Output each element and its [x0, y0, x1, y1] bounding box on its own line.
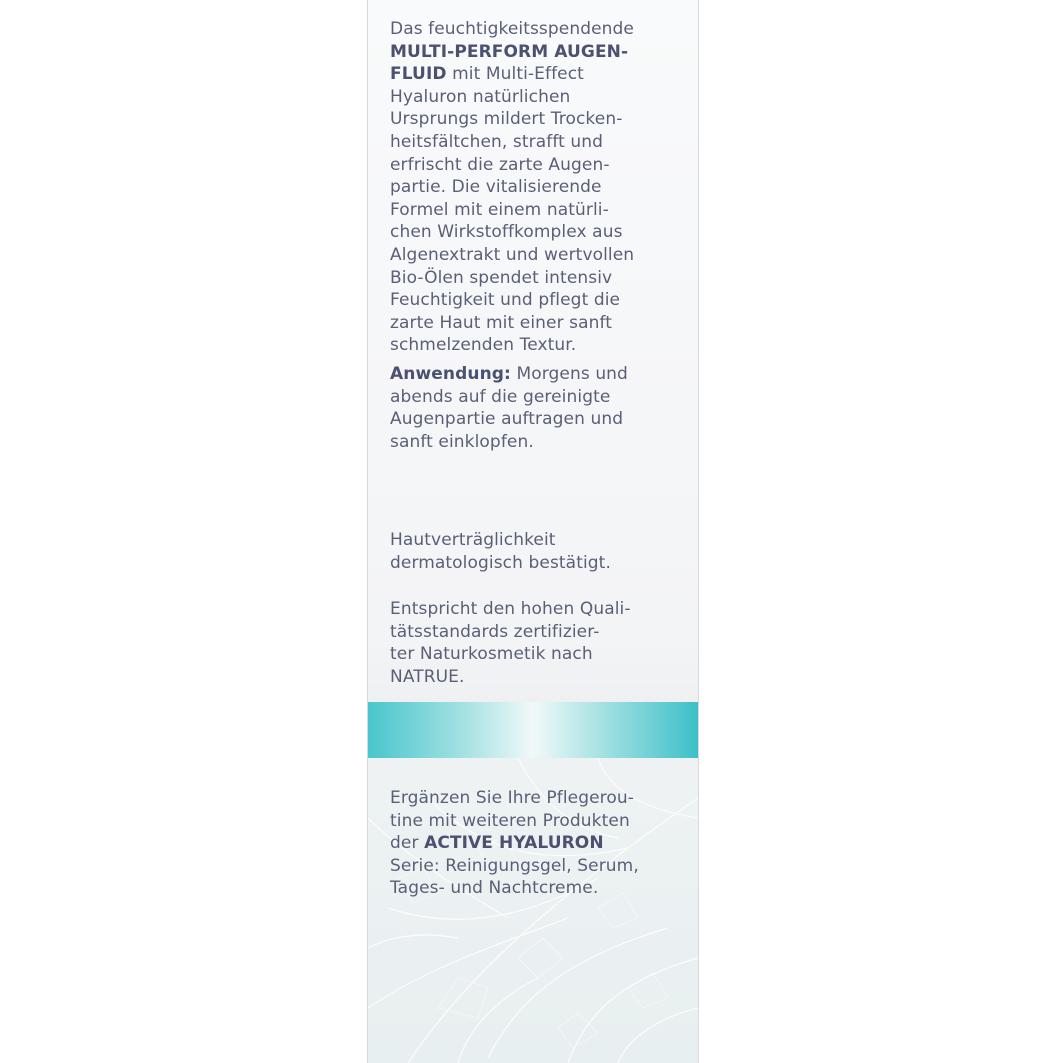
intro-lead: Das feuchtigkeitsspendende [390, 19, 634, 39]
natrue-note-text: Entspricht den hohen Quali- tätsstandards zertifizier- ter Naturkosmetik nach NATRUE. [390, 599, 631, 687]
product-name: MULTI-PERFORM AUGEN- FLUID [390, 41, 629, 85]
intro-body: mit Multi-Effect Hyaluron natürlichen Ursprungs mildert Trocken- heitsfältchen, strafft und erfrischt die zarte Augen- partie. Die vitalisierende Formel mit einem natürli- chen Wirkstoffkomplex aus Algenextrakt und wertvollen Bio-Ölen spendet intensiv Feuchtigkeit und pflegt die zarte Haut mit einer sanft schmelzenden Textur. [390, 64, 635, 356]
natrue-note [390, 598, 686, 688]
routine-pre: Ergänzen Sie Ihre Pflegerou- tine mit weiteren Produkten der [390, 788, 635, 854]
routine-paragraph [390, 787, 686, 900]
usage-text: Morgens und abends auf die gereinigte Augenpartie auftragen und sanft einklopfen. [390, 364, 628, 452]
accent-band [368, 702, 698, 758]
intro-paragraph [390, 18, 686, 357]
usage-label: Anwendung: [390, 364, 511, 384]
usage-paragraph [390, 363, 686, 453]
skin-note [390, 529, 686, 574]
package-side-panel [367, 0, 699, 1063]
skin-note-text: Hautverträglichkeit dermatologisch bestätigt. [390, 530, 611, 573]
routine-post: Serie: Reinigungsgel, Serum, Tages- und Nachtcreme. [390, 855, 639, 899]
series-name: ACTIVE HYALURON [424, 833, 604, 854]
